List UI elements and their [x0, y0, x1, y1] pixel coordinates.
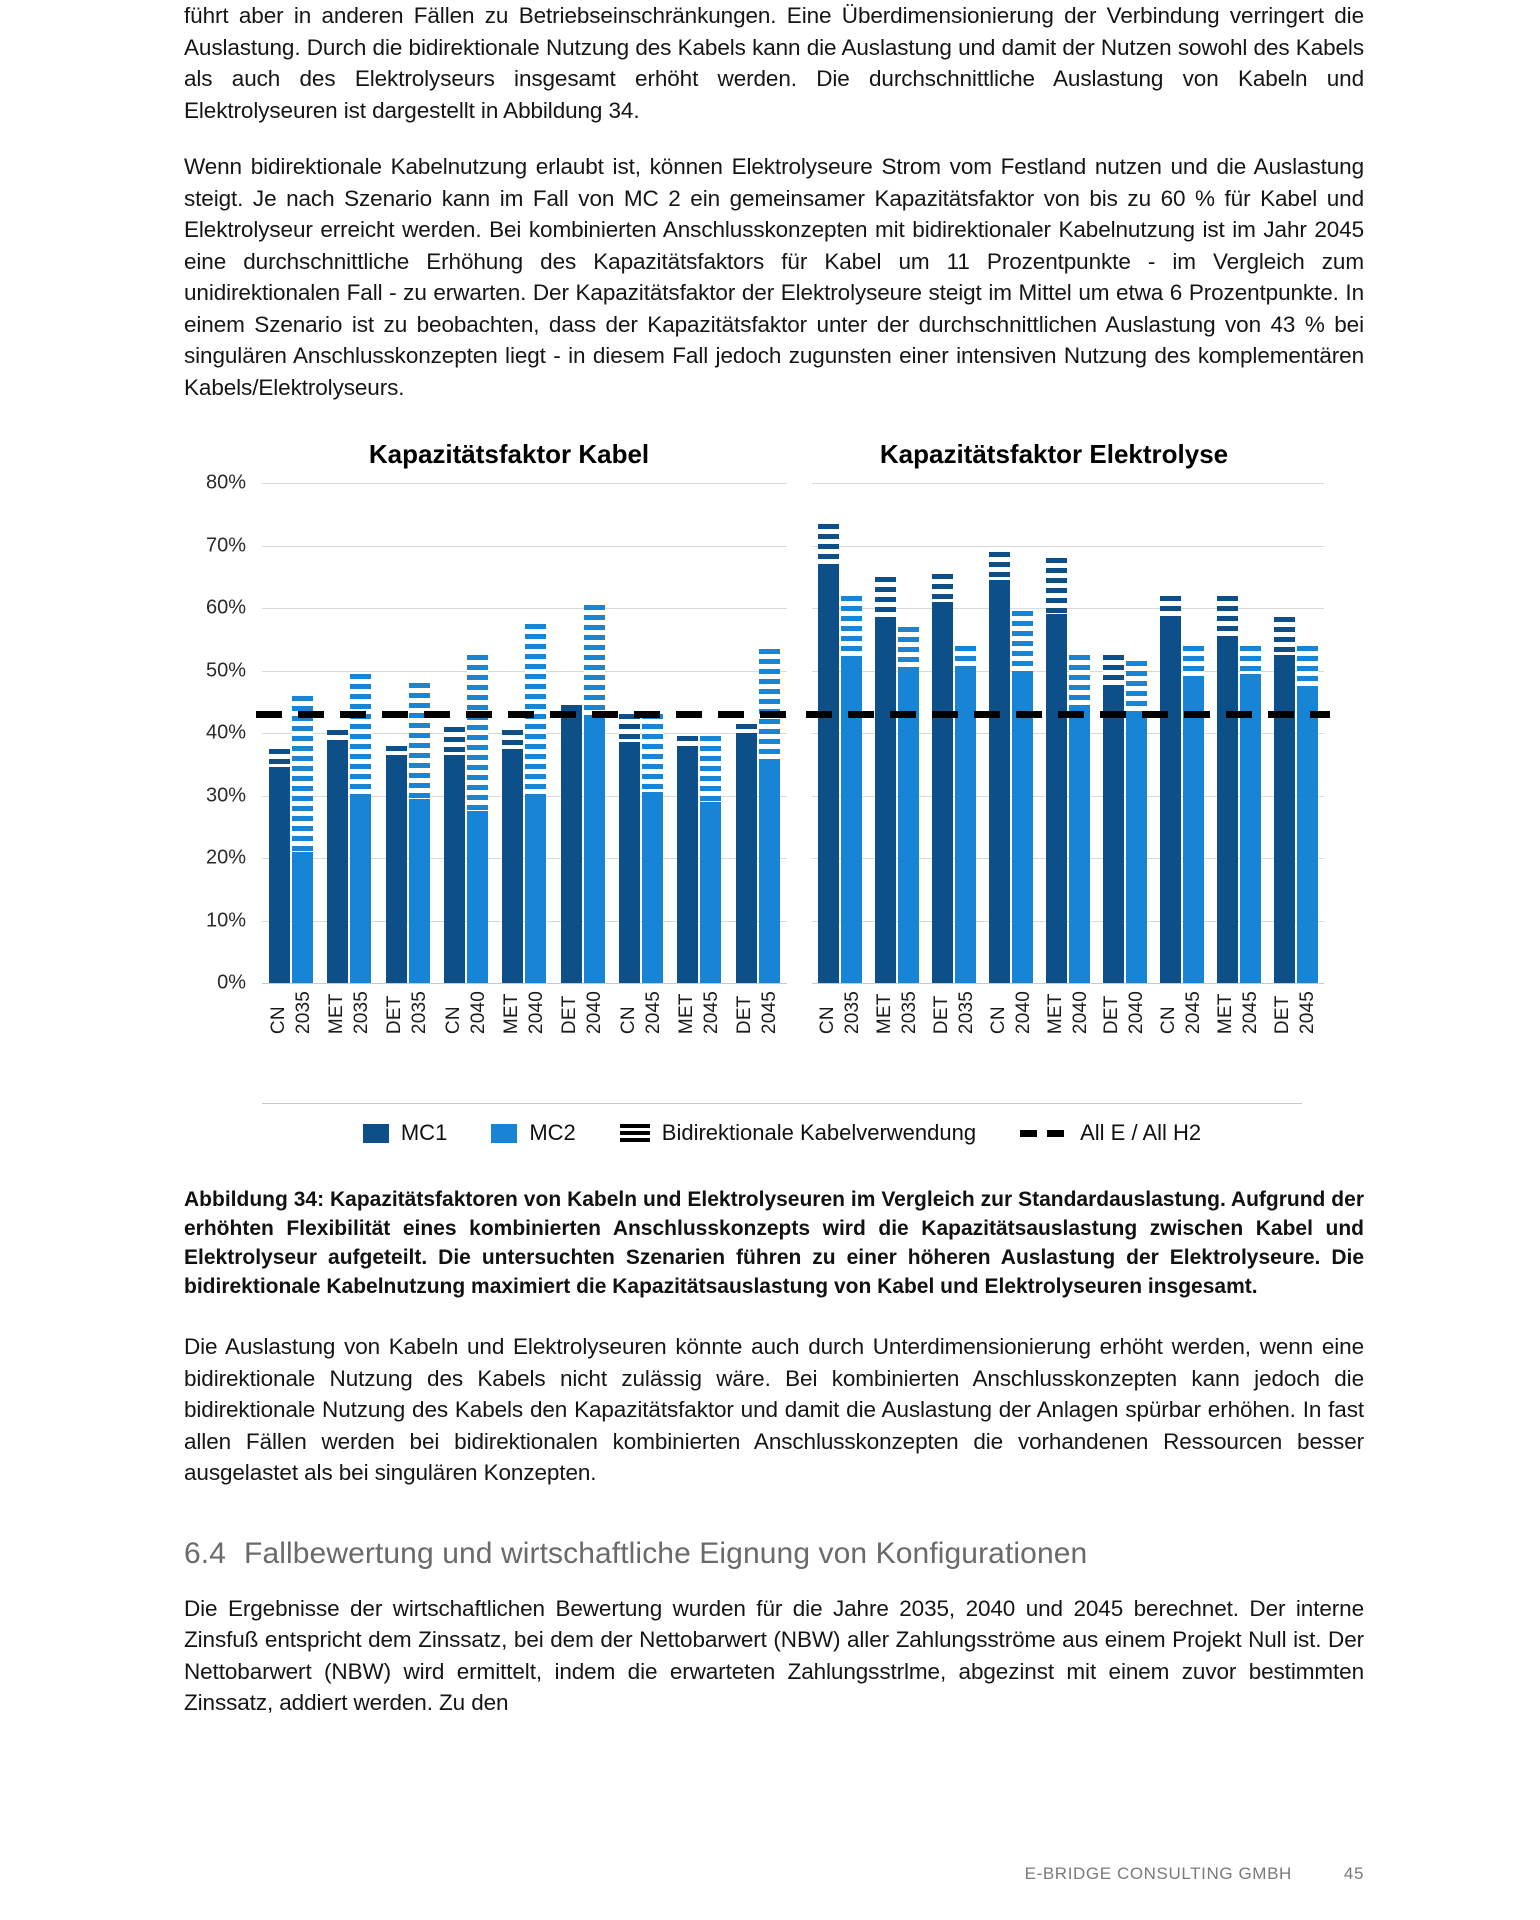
bar-solid-base — [1297, 689, 1318, 983]
y-axis — [184, 471, 246, 994]
footer-company: E-BRIDGE CONSULTING GMBH — [1024, 1864, 1292, 1883]
bar-solid-base — [350, 799, 371, 983]
bar-group — [869, 483, 926, 983]
x-tick-label-line: CN — [987, 1006, 1009, 1035]
x-axis-kabel — [262, 985, 787, 1105]
bar-mc1 — [444, 727, 465, 983]
bar-mc2 — [292, 696, 313, 984]
bar-solid-base — [736, 733, 757, 983]
bar-solid-base — [525, 799, 546, 983]
x-tick-label — [926, 991, 983, 1034]
bar-mc1 — [386, 746, 407, 984]
x-tick-label-line: DET — [559, 995, 581, 1035]
reference-line-elektrolyse — [806, 711, 1330, 718]
chart-title-elektrolyse: Kapazitätsfaktor Elektrolyse — [879, 439, 1229, 469]
x-tick-label-line: CN — [442, 1006, 464, 1035]
bar-mc2 — [525, 624, 546, 983]
y-tick-label: 20% — [205, 846, 246, 869]
bar-mc2 — [409, 683, 430, 983]
bar-mc2 — [1069, 655, 1090, 983]
bar-solid-base — [1240, 674, 1261, 983]
bar-mc2 — [1183, 646, 1204, 984]
bar-mc1 — [818, 524, 839, 983]
bar-solid-base — [759, 764, 780, 983]
x-tick-label — [379, 991, 437, 1034]
bar-solid-base — [1126, 711, 1147, 983]
x-tick-label — [1267, 991, 1324, 1034]
x-tick-label-line: 2045 — [759, 991, 781, 1035]
bar-solid-base — [561, 708, 582, 983]
section-title: Fallbewertung und wirtschaftliche Eignung von Konfigurationen — [244, 1536, 1088, 1570]
legend-item-mc1 — [363, 1120, 447, 1146]
bar-mc2 — [898, 627, 919, 983]
x-tick-label-line: 2040 — [1012, 991, 1034, 1035]
x-tick-label-line: 2040 — [1069, 991, 1091, 1035]
bar-solid-base — [409, 799, 430, 983]
x-tick-label — [612, 991, 670, 1034]
bar-mc1 — [619, 714, 640, 983]
bar-solid-base — [1217, 636, 1238, 983]
bar-mc2 — [700, 736, 721, 983]
y-tick-label: 40% — [205, 721, 246, 744]
x-tick-label-line: 2045 — [1240, 991, 1262, 1035]
paragraph-2: Wenn bidirektionale Kabelnutzung erlaubt ist, können Elektrolyseure Strom vom Festland nutzen und die Auslastung steigt. Je nach Szenario kann im Fall von MC 2 ein gemeinsamer Kapazitätsfaktor von bis zu 60 % für Kabel und Elektrolyseur erreicht werden. Bei kombinierten Anschlusskonzepten mit bidirektionaler Kabelnutzung ist im Jahr 2045 eine durchschnittliche Erhöhung des Kapazitätsfaktors für Kabel um 11 Prozentpunkte - im Vergleich zum unidirektionalen Fall - zu erwarten. Der Kapazitätsfaktor der Elektrolyseure steigt im Mittel um etwa 6 Prozentpunkte. In einem Szenario ist zu beobachten, dass der Kapazitätsfaktor unter der durchschnittlichen Auslastung von 43 % bei singulären Anschlusskonzepten liegt - in diesem Fall jedoch zugunsten einer intensiven Nutzung des komplementären Kabels/Elektrolyseurs. — [184, 154, 1364, 400]
bar-mc1 — [1217, 596, 1238, 984]
paragraph-3: Die Auslastung von Kabeln und Elektrolyseuren könnte auch durch Unterdimensionierung erhöht werden, wenn eine bidirektionale Nutzung des Kabels nicht zulässig wäre. Bei kombinierten Anschlusskonzepten kann jedoch die bidirektionale Nutzung des Kabels den Kapazitätsfaktor und damit die Auslastung der Anlagen spürbar erhöhen. In fast allen Fällen werden bei bidirektionalen kombinierten Anschlusskonzepten die vorhandenen Ressourcen besser ausgelastet als bei singulären Konzepten. — [184, 1334, 1364, 1485]
bar-mc2 — [841, 596, 862, 984]
bar-mc1 — [677, 736, 698, 983]
bar-group — [1096, 483, 1153, 983]
bar-mc2 — [467, 655, 488, 983]
gridline — [812, 983, 1324, 984]
legend-item-mc2 — [491, 1120, 575, 1146]
x-tick-label-line: 2040 — [584, 991, 606, 1035]
bar-group — [379, 483, 437, 983]
x-tick-label — [262, 991, 320, 1034]
bar-group — [1210, 483, 1267, 983]
legend-label-reference: All E / All H2 — [1080, 1120, 1202, 1145]
bar-solid-base — [327, 742, 348, 983]
bar-solid-base — [1274, 655, 1295, 983]
bar-group — [554, 483, 612, 983]
x-tick-label-line: MET — [1215, 993, 1237, 1035]
document-page — [184, 0, 1364, 1920]
bar-solid-base — [386, 755, 407, 983]
x-tick-label-line: 2040 — [525, 991, 547, 1035]
bar-solid-base — [841, 658, 862, 983]
bar-mc2 — [759, 649, 780, 983]
x-tick-label-line: 2035 — [292, 991, 314, 1035]
bar-group — [320, 483, 378, 983]
x-tick-label-line: DET — [384, 995, 406, 1035]
bar-mc2 — [642, 714, 663, 983]
bar-solid-base — [467, 811, 488, 983]
bar-mc1 — [502, 730, 523, 983]
legend-label-bidirectional: Bidirektionale Kabelverwendung — [661, 1120, 977, 1145]
section-heading — [184, 1537, 1364, 1571]
legend-item-reference — [1020, 1120, 1201, 1146]
x-tick-label — [1096, 991, 1153, 1034]
y-tick-label: 0% — [217, 971, 246, 994]
bar-group — [926, 483, 983, 983]
bar-mc1 — [269, 749, 290, 983]
bar-solid-base — [619, 742, 640, 983]
bar-solid-base — [1183, 677, 1204, 983]
y-tick-label: 60% — [205, 596, 246, 619]
x-tick-label-line: 2035 — [409, 991, 431, 1035]
x-tick-label — [437, 991, 495, 1034]
bar-mc1 — [561, 705, 582, 983]
bar-solid-base — [1069, 705, 1090, 983]
y-tick-label: 70% — [205, 534, 246, 556]
bar-group — [729, 483, 787, 983]
y-tick-label: 50% — [205, 659, 246, 681]
x-tick-label — [983, 991, 1040, 1034]
bar-solid-base — [1046, 614, 1067, 983]
x-tick-label-line: DET — [734, 995, 756, 1035]
bar-solid-base — [989, 580, 1010, 983]
section-number: 6.4 — [184, 1536, 227, 1570]
plot-area — [184, 471, 1364, 1035]
x-tick-label-line: CN — [267, 1006, 289, 1035]
bar-solid-base — [269, 767, 290, 983]
reference-line-kabel — [256, 711, 793, 718]
bar-group — [670, 483, 728, 983]
x-tick-label-line: MET — [500, 993, 522, 1035]
legend-label-mc1: MC1 — [400, 1120, 448, 1145]
x-tick-label-line: CN — [617, 1006, 639, 1035]
bar-mc2 — [1012, 611, 1033, 983]
bar-mc2 — [1240, 646, 1261, 984]
bar-mc1 — [875, 577, 896, 983]
bar-solid-base — [1160, 621, 1181, 984]
x-tick-label-line: 2035 — [350, 991, 372, 1035]
chart-panel-kabel — [262, 483, 787, 1035]
paragraph-1: führt aber in anderen Fällen zu Betriebseinschränkungen. Eine Überdimensionierung der Verbindung verringert die Auslastung. Durch die bidirektionale Nutzung des Kabels kann die Auslastung und damit der Nutzen sowohl des Kabels als auch des Elektrolyseurs insgesamt erhöht werden. Die durchschnittliche Auslastung von Kabeln und Elektrolyseuren ist dargestellt in Abbildung 34. — [184, 3, 1364, 123]
bar-mc2 — [584, 605, 605, 983]
chart-legend — [262, 1103, 1302, 1146]
figure-caption: Abbildung 34: Kapazitätsfaktoren von Kabeln und Elektrolyseuren im Vergleich zur Standardauslastung. Aufgrund der erhöhten Flexibilität eines kombinierten Anschlusskonzepts wird die Kapazitätsauslastung zwischen Kabel und Elektrolyseur aufgeteilt. Die untersuchten Szenarien führen zu einer höheren Auslastung der Elektrolyseure. Die bidirektionale Kabelnutzung maximiert die Kapazitätsauslastung von Kabel und Elektrolyseuren insgesamt. — [184, 1188, 1364, 1298]
bar-mc1 — [989, 552, 1010, 983]
x-tick-label — [320, 991, 378, 1034]
bar-solid-base — [932, 602, 953, 983]
bar-mc1 — [1103, 655, 1124, 983]
x-tick-label — [554, 991, 612, 1034]
bar-solid-base — [444, 755, 465, 983]
bar-group — [262, 483, 320, 983]
x-tick-label-line: 2040 — [467, 991, 489, 1035]
bar-group — [437, 483, 495, 983]
y-tick-label: 80% — [205, 471, 246, 494]
bar-solid-base — [818, 567, 839, 983]
x-tick-label-line: 2035 — [841, 991, 863, 1035]
x-tick-label — [812, 991, 869, 1034]
chart-titles — [184, 439, 1364, 479]
y-tick-label: 30% — [205, 784, 246, 806]
legend-swatch-mc2-icon — [491, 1124, 517, 1143]
x-tick-label — [1153, 991, 1210, 1034]
bar-group — [495, 483, 553, 983]
paragraph-4: Die Ergebnisse der wirtschaftlichen Bewertung wurden für die Jahre 2035, 2040 und 2045 berechnet. Der interne Zinsfuß entspricht dem Zinssatz, bei dem der Nettobarwert (NBW) aller Zahlungsströme aus einem Projekt Null ist. Der Nettobarwert (NBW) wird ermittelt, indem die erwarteten Zahlungsstrlme, abgezinst mit einem zuvor bestimmten Zinssatz, addiert werden. Zu den — [184, 1595, 1364, 1715]
bar-mc1 — [932, 574, 953, 983]
bar-mc1 — [736, 724, 757, 983]
x-tick-label-line: DET — [1272, 995, 1294, 1035]
bar-group — [1153, 483, 1210, 983]
gridline — [262, 983, 787, 984]
bar-mc2 — [1297, 646, 1318, 984]
bar-mc2 — [350, 674, 371, 983]
bar-mc2 — [1126, 661, 1147, 983]
bar-solid-base — [875, 617, 896, 983]
x-tick-label — [729, 991, 787, 1034]
legend-swatch-dashed-icon — [1020, 1124, 1068, 1143]
bar-solid-base — [502, 749, 523, 983]
bar-solid-base — [677, 749, 698, 983]
legend-swatch-hatched-icon — [620, 1124, 650, 1143]
x-tick-label-line: MET — [1044, 993, 1066, 1035]
bar-solid-base — [642, 792, 663, 983]
bar-mc1 — [327, 730, 348, 983]
x-tick-label-line: MET — [675, 993, 697, 1035]
bar-solid-base — [1103, 689, 1124, 983]
y-tick-label: 10% — [205, 909, 246, 931]
x-tick-label-line: 2040 — [1126, 991, 1148, 1035]
x-tick-label — [495, 991, 553, 1034]
bar-solid-base — [584, 717, 605, 983]
x-tick-label-line: 2035 — [955, 991, 977, 1035]
x-tick-label-line: CN — [1158, 1006, 1180, 1035]
bar-solid-base — [700, 802, 721, 983]
x-tick-label-line: 2045 — [642, 991, 664, 1035]
bar-group — [812, 483, 869, 983]
bar-mc1 — [1274, 617, 1295, 983]
bar-mc1 — [1160, 596, 1181, 984]
bar-group — [1040, 483, 1097, 983]
x-tick-label — [869, 991, 926, 1034]
chart-title-kabel: Kapazitätsfaktor Kabel — [368, 439, 650, 469]
x-tick-label-line: MET — [325, 993, 347, 1035]
bar-solid-base — [292, 852, 313, 983]
bar-series-elektrolyse — [812, 483, 1324, 983]
bar-series-kabel — [262, 483, 787, 983]
bar-group — [612, 483, 670, 983]
page-footer — [184, 1864, 1364, 1884]
x-tick-label-line: CN — [816, 1006, 838, 1035]
x-tick-label-line: DET — [930, 995, 952, 1035]
x-tick-label-line: 2035 — [898, 991, 920, 1035]
x-tick-label-line: DET — [1101, 995, 1123, 1035]
footer-page-number: 45 — [1343, 1864, 1364, 1883]
x-tick-label-line: 2045 — [1297, 991, 1319, 1035]
x-tick-label — [670, 991, 728, 1034]
x-tick-label — [1040, 991, 1097, 1034]
chart-panel-elektrolyse — [812, 483, 1324, 1035]
bar-mc1 — [1046, 558, 1067, 983]
x-tick-label — [1210, 991, 1267, 1034]
legend-item-bidirectional — [620, 1120, 976, 1146]
legend-label-mc2: MC2 — [529, 1120, 576, 1145]
x-tick-label-line: 2045 — [700, 991, 722, 1035]
x-axis-elektrolyse — [812, 985, 1324, 1105]
bar-group — [1267, 483, 1324, 983]
legend-swatch-mc1-icon — [363, 1124, 389, 1143]
bar-mc2 — [955, 646, 976, 984]
x-tick-label-line: MET — [873, 993, 895, 1035]
bar-group — [983, 483, 1040, 983]
figure-34 — [184, 431, 1364, 1171]
x-tick-label-line: 2045 — [1183, 991, 1205, 1035]
